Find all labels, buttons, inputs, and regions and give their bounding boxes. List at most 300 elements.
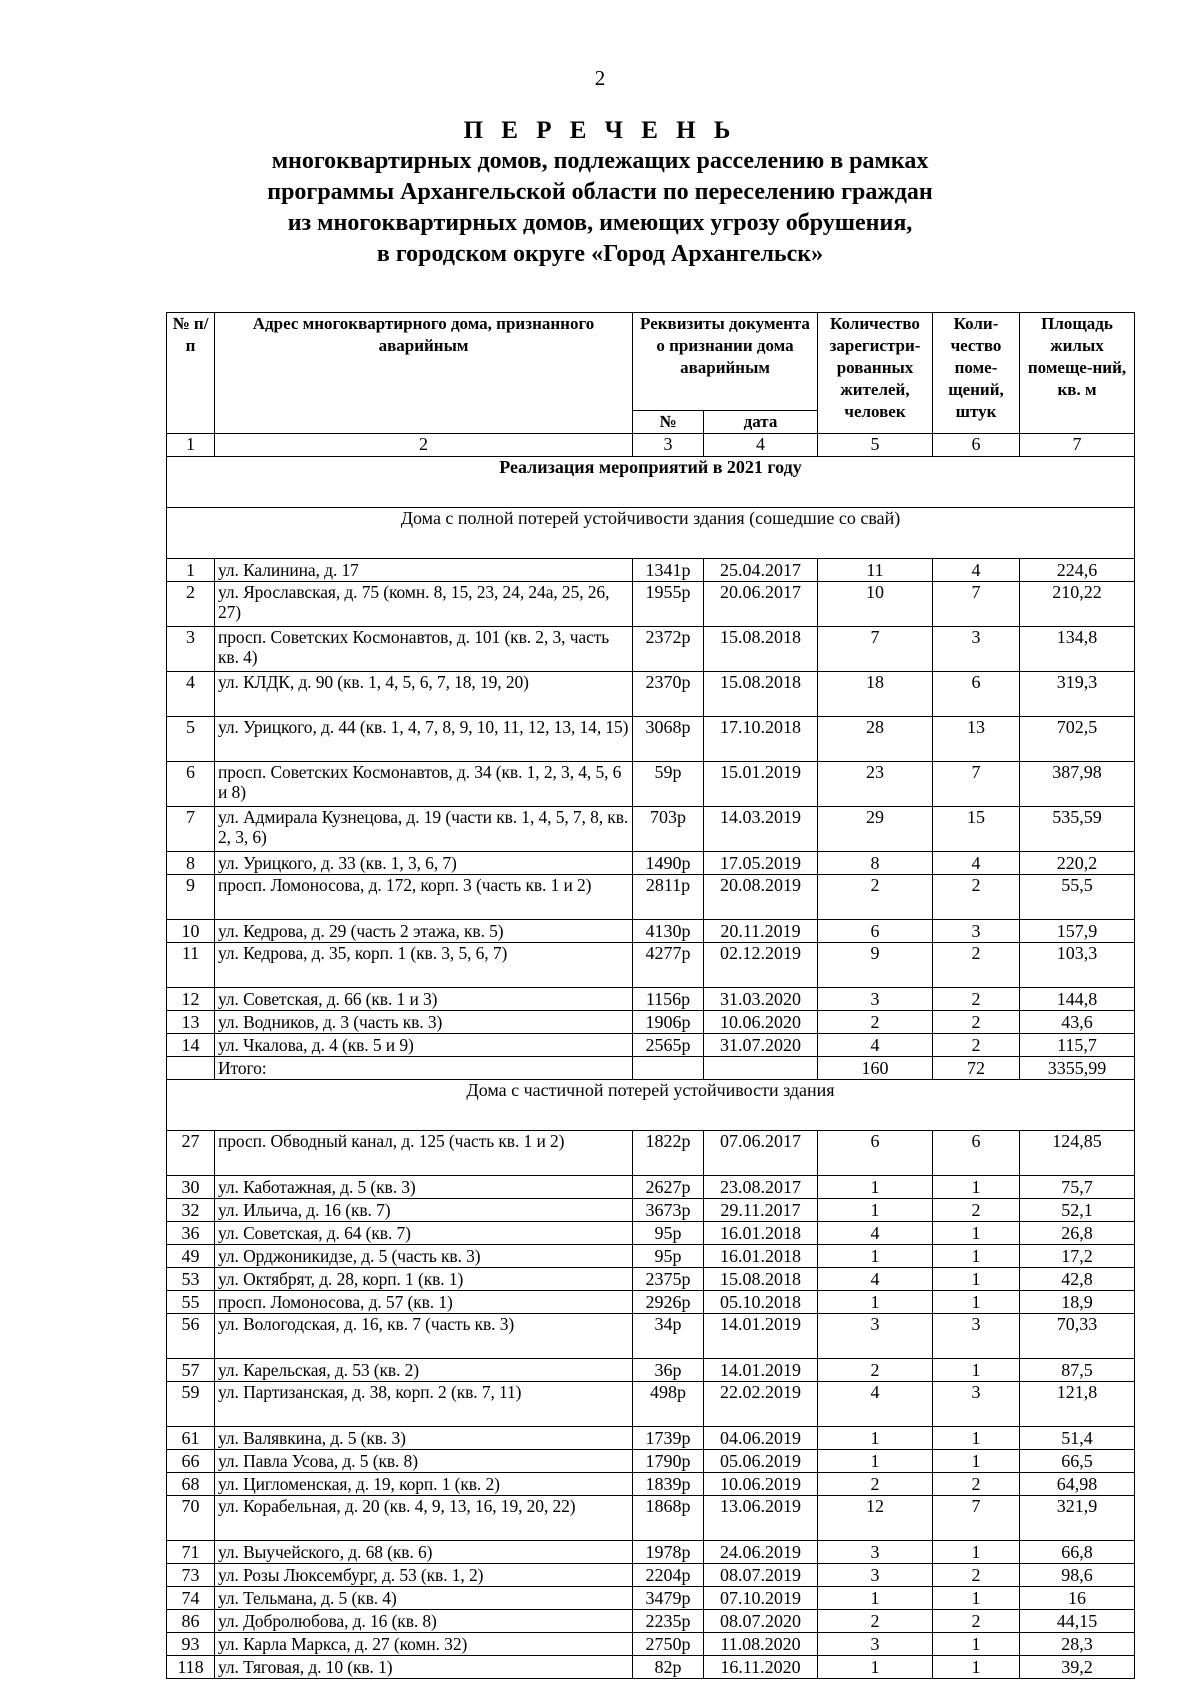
row-rooms: 6 <box>933 1131 1020 1176</box>
row-number: 86 <box>167 1610 215 1633</box>
row-doc-date: 05.06.2019 <box>704 1450 818 1473</box>
row-doc-number: 1156р <box>633 988 704 1011</box>
row-rooms: 2 <box>933 1564 1020 1587</box>
row-rooms: 1 <box>933 1291 1020 1314</box>
row-area: 87,5 <box>1020 1359 1135 1382</box>
row-doc-number: 1839р <box>633 1473 704 1496</box>
row-area: 224,6 <box>1020 559 1135 582</box>
row-residents: 2 <box>818 875 933 920</box>
row-rooms: 2 <box>933 1199 1020 1222</box>
row-area: 55,5 <box>1020 875 1135 920</box>
row-residents: 1 <box>818 1656 933 1679</box>
row-rooms: 4 <box>933 852 1020 875</box>
row-doc-date: 15.08.2018 <box>704 627 818 672</box>
row-rooms: 1 <box>933 1359 1020 1382</box>
row-doc-date: 08.07.2019 <box>704 1564 818 1587</box>
row-area: 134,8 <box>1020 627 1135 672</box>
row-residents: 3 <box>818 1564 933 1587</box>
row-area: 44,15 <box>1020 1610 1135 1633</box>
table-row <box>167 1034 1135 1057</box>
row-number: 9 <box>167 875 215 920</box>
table-row <box>167 559 1135 582</box>
row-number: 13 <box>167 1011 215 1034</box>
row-doc-date: 15.01.2019 <box>704 762 818 807</box>
row-area: 16 <box>1020 1587 1135 1610</box>
row-doc-date: 23.08.2017 <box>704 1176 818 1199</box>
table-row <box>167 1587 1135 1610</box>
row-doc-date: 08.07.2020 <box>704 1610 818 1633</box>
row-doc-number: 2370р <box>633 672 704 717</box>
table-row <box>167 1176 1135 1199</box>
row-residents: 10 <box>818 582 933 627</box>
row-address: просп. Ломоносова, д. 57 (кв. 1) <box>215 1291 633 1314</box>
header-num: № п/п <box>167 313 215 434</box>
row-doc-number: 1955р <box>633 582 704 627</box>
header-doc-no: № <box>633 410 704 433</box>
row-residents: 1 <box>818 1245 933 1268</box>
table-row <box>167 1656 1135 1679</box>
row-doc-number: 1341р <box>633 559 704 582</box>
row-area: 387,98 <box>1020 762 1135 807</box>
row-residents: 11 <box>818 559 933 582</box>
table-row <box>167 1450 1135 1473</box>
row-doc-number: 1822р <box>633 1131 704 1176</box>
row-area: 70,33 <box>1020 1314 1135 1359</box>
row-address: ул. Кедрова, д. 29 (часть 2 этажа, кв. 5) <box>215 920 633 943</box>
table-row <box>167 1382 1135 1427</box>
row-doc-date: 07.10.2019 <box>704 1587 818 1610</box>
row-rooms: 1 <box>933 1222 1020 1245</box>
row-doc-date: 25.04.2017 <box>704 559 818 582</box>
row-doc-date: 05.10.2018 <box>704 1291 818 1314</box>
table-row <box>167 1199 1135 1222</box>
row-address: ул. Чкалова, д. 4 (кв. 5 и 9) <box>215 1034 633 1057</box>
row-residents: 1 <box>818 1176 933 1199</box>
row-doc-number: 1868р <box>633 1496 704 1541</box>
row-number: 68 <box>167 1473 215 1496</box>
row-number: 5 <box>167 717 215 762</box>
row-doc-number: 1978р <box>633 1541 704 1564</box>
row-address: ул. Ярославская, д. 75 (комн. 8, 15, 23, 24, 24а, 25, 26, 27) <box>215 582 633 627</box>
header-doc-date: дата <box>704 410 818 433</box>
row-area: 42,8 <box>1020 1268 1135 1291</box>
row-doc-number: 1906р <box>633 1011 704 1034</box>
total-rooms: 72 <box>933 1057 1020 1080</box>
row-residents: 28 <box>818 717 933 762</box>
row-number: 56 <box>167 1314 215 1359</box>
heading-line: из многоквартирных домов, имеющих угрозу обрушения, <box>287 210 913 236</box>
row-number: 66 <box>167 1450 215 1473</box>
row-doc-date: 16.01.2018 <box>704 1222 818 1245</box>
row-number: 8 <box>167 852 215 875</box>
row-doc-number: 4130р <box>633 920 704 943</box>
row-residents: 2 <box>818 1359 933 1382</box>
row-doc-date: 16.11.2020 <box>704 1656 818 1679</box>
row-address: ул. КЛДК, д. 90 (кв. 1, 4, 5, 6, 7, 18, 19, 20) <box>215 672 633 717</box>
column-number: 4 <box>704 434 818 457</box>
row-area: 115,7 <box>1020 1034 1135 1057</box>
row-doc-date: 17.05.2019 <box>704 852 818 875</box>
row-rooms: 1 <box>933 1633 1020 1656</box>
page-number: 2 <box>594 66 606 90</box>
row-rooms: 13 <box>933 717 1020 762</box>
table-row <box>167 1541 1135 1564</box>
table-row <box>167 988 1135 1011</box>
table-row <box>167 852 1135 875</box>
row-address: ул. Урицкого, д. 44 (кв. 1, 4, 7, 8, 9, 10, 11, 12, 13, 14, 15) <box>215 717 633 762</box>
row-residents: 1 <box>818 1427 933 1450</box>
row-number: 10 <box>167 920 215 943</box>
row-doc-date: 14.01.2019 <box>704 1359 818 1382</box>
header-doc: Реквизиты документа о признании дома аварийным <box>633 313 818 411</box>
row-residents: 6 <box>818 1131 933 1176</box>
row-area: 157,9 <box>1020 920 1135 943</box>
row-residents: 3 <box>818 988 933 1011</box>
row-doc-date: 13.06.2019 <box>704 1496 818 1541</box>
row-doc-date: 29.11.2017 <box>704 1199 818 1222</box>
row-area: 319,3 <box>1020 672 1135 717</box>
row-rooms: 3 <box>933 627 1020 672</box>
row-address: ул. Корабельная, д. 20 (кв. 4, 9, 13, 16, 19, 20, 22) <box>215 1496 633 1541</box>
row-number: 93 <box>167 1633 215 1656</box>
row-number: 6 <box>167 762 215 807</box>
table-row <box>167 1314 1135 1359</box>
table-row <box>167 1291 1135 1314</box>
row-rooms: 4 <box>933 559 1020 582</box>
row-number: 53 <box>167 1268 215 1291</box>
group-section-row <box>167 508 1135 559</box>
row-address: ул. Тяговая, д. 10 (кв. 1) <box>215 1656 633 1679</box>
row-address: ул. Урицкого, д. 33 (кв. 1, 3, 6, 7) <box>215 852 633 875</box>
row-residents: 1 <box>818 1450 933 1473</box>
row-address: ул. Розы Люксембург, д. 53 (кв. 1, 2) <box>215 1564 633 1587</box>
row-rooms: 1 <box>933 1268 1020 1291</box>
header-area: Площадь жилых помеще-ний, кв. м <box>1020 313 1135 434</box>
row-doc-date: 22.02.2019 <box>704 1382 818 1427</box>
table-row <box>167 807 1135 852</box>
total-area: 3355,99 <box>1020 1057 1135 1080</box>
row-doc-date: 07.06.2017 <box>704 1131 818 1176</box>
row-rooms: 1 <box>933 1176 1020 1199</box>
row-address: ул. Валявкина, д. 5 (кв. 3) <box>215 1427 633 1450</box>
header-residents: Количество зарегистри-рованных жителей, человек <box>818 313 933 434</box>
column-number-row <box>167 434 1135 457</box>
row-residents: 1 <box>818 1291 933 1314</box>
row-area: 535,59 <box>1020 807 1135 852</box>
row-doc-date: 02.12.2019 <box>704 943 818 988</box>
row-rooms: 2 <box>933 1011 1020 1034</box>
row-number: 57 <box>167 1359 215 1382</box>
row-residents: 8 <box>818 852 933 875</box>
row-doc-number: 2750р <box>633 1633 704 1656</box>
row-rooms: 3 <box>933 920 1020 943</box>
row-rooms: 1 <box>933 1450 1020 1473</box>
row-area: 321,9 <box>1020 1496 1135 1541</box>
header-row <box>167 313 1135 411</box>
table-row <box>167 943 1135 988</box>
row-residents: 1 <box>818 1199 933 1222</box>
row-residents: 29 <box>818 807 933 852</box>
row-doc-number: 3068р <box>633 717 704 762</box>
heading-line: программы Архангельской области по переселению граждан <box>267 179 933 205</box>
table-row <box>167 1222 1135 1245</box>
table-row <box>167 920 1135 943</box>
table-row <box>167 1633 1135 1656</box>
table-row <box>167 1427 1135 1450</box>
row-rooms: 2 <box>933 1034 1020 1057</box>
row-doc-number: 2627р <box>633 1176 704 1199</box>
row-address: ул. Выучейского, д. 68 (кв. 6) <box>215 1541 633 1564</box>
row-residents: 7 <box>818 627 933 672</box>
row-doc-number: 2235р <box>633 1610 704 1633</box>
row-rooms: 1 <box>933 1427 1020 1450</box>
table-row <box>167 582 1135 627</box>
row-residents: 3 <box>818 1633 933 1656</box>
row-rooms: 2 <box>933 988 1020 1011</box>
row-address: просп. Советских Космонавтов, д. 34 (кв. 1, 2, 3, 4, 5, 6 и 8) <box>215 762 633 807</box>
row-doc-date: 31.07.2020 <box>704 1034 818 1057</box>
column-number: 1 <box>167 434 215 457</box>
row-rooms: 1 <box>933 1656 1020 1679</box>
row-number: 61 <box>167 1427 215 1450</box>
group-section-title: Дома с полной потерей устойчивости здания (сошедшие со свай) <box>167 508 1135 559</box>
row-doc-date: 17.10.2018 <box>704 717 818 762</box>
group-section-row <box>167 1080 1135 1131</box>
row-number: 7 <box>167 807 215 852</box>
total-row <box>167 1057 1135 1080</box>
row-address: ул. Кедрова, д. 35, корп. 1 (кв. 3, 5, 6, 7) <box>215 943 633 988</box>
row-address: ул. Октябрят, д. 28, корп. 1 (кв. 1) <box>215 1268 633 1291</box>
row-doc-number: 2811р <box>633 875 704 920</box>
year-section-title: Реализация мероприятий в 2021 году <box>167 457 1135 508</box>
row-number: 59 <box>167 1382 215 1427</box>
row-residents: 3 <box>818 1314 933 1359</box>
row-doc-number: 2204р <box>633 1564 704 1587</box>
row-rooms: 1 <box>933 1245 1020 1268</box>
row-rooms: 1 <box>933 1541 1020 1564</box>
row-address: ул. Тельмана, д. 5 (кв. 4) <box>215 1587 633 1610</box>
table-row <box>167 1268 1135 1291</box>
table-row <box>167 1359 1135 1382</box>
row-area: 17,2 <box>1020 1245 1135 1268</box>
row-address: ул. Карельская, д. 53 (кв. 2) <box>215 1359 633 1382</box>
row-doc-date: 14.01.2019 <box>704 1314 818 1359</box>
row-doc-date: 14.03.2019 <box>704 807 818 852</box>
column-number: 2 <box>215 434 633 457</box>
row-residents: 12 <box>818 1496 933 1541</box>
row-address: ул. Адмирала Кузнецова, д. 19 (части кв. 1, 4, 5, 7, 8, кв. 2, 3, 6) <box>215 807 633 852</box>
row-address: ул. Водников, д. 3 (часть кв. 3) <box>215 1011 633 1034</box>
row-address: ул. Ильича, д. 16 (кв. 7) <box>215 1199 633 1222</box>
row-doc-number: 1490р <box>633 852 704 875</box>
row-doc-number: 2926р <box>633 1291 704 1314</box>
row-area: 64,98 <box>1020 1473 1135 1496</box>
table-row <box>167 717 1135 762</box>
row-doc-date: 04.06.2019 <box>704 1427 818 1450</box>
row-rooms: 7 <box>933 762 1020 807</box>
row-residents: 9 <box>818 943 933 988</box>
row-area: 144,8 <box>1020 988 1135 1011</box>
heading-line: многоквартирных домов, подлежащих расселению в рамках <box>271 148 929 174</box>
row-address: просп. Обводный канал, д. 125 (часть кв. 1 и 2) <box>215 1131 633 1176</box>
row-area: 121,8 <box>1020 1382 1135 1427</box>
row-residents: 1 <box>818 1587 933 1610</box>
row-area: 66,8 <box>1020 1541 1135 1564</box>
column-number: 3 <box>633 434 704 457</box>
total-residents: 160 <box>818 1057 933 1080</box>
row-area: 43,6 <box>1020 1011 1135 1034</box>
row-address: просп. Ломоносова, д. 172, корп. 3 (часть кв. 1 и 2) <box>215 875 633 920</box>
row-rooms: 15 <box>933 807 1020 852</box>
row-number: 73 <box>167 1564 215 1587</box>
row-residents: 6 <box>818 920 933 943</box>
row-number: 2 <box>167 582 215 627</box>
row-address: ул. Карла Маркса, д. 27 (комн. 32) <box>215 1633 633 1656</box>
row-rooms: 7 <box>933 582 1020 627</box>
row-address: ул. Советская, д. 66 (кв. 1 и 3) <box>215 988 633 1011</box>
row-number: 27 <box>167 1131 215 1176</box>
row-address: ул. Павла Усова, д. 5 (кв. 8) <box>215 1450 633 1473</box>
row-residents: 2 <box>818 1473 933 1496</box>
row-address: просп. Советских Космонавтов, д. 101 (кв. 2, 3, часть кв. 4) <box>215 627 633 672</box>
table-row <box>167 875 1135 920</box>
row-doc-date: 20.11.2019 <box>704 920 818 943</box>
total-empty <box>167 1057 215 1080</box>
row-address: ул. Вологодская, д. 16, кв. 7 (часть кв. 3) <box>215 1314 633 1359</box>
row-doc-date: 11.08.2020 <box>704 1633 818 1656</box>
row-number: 49 <box>167 1245 215 1268</box>
row-area: 28,3 <box>1020 1633 1135 1656</box>
row-area: 39,2 <box>1020 1656 1135 1679</box>
row-number: 11 <box>167 943 215 988</box>
row-number: 55 <box>167 1291 215 1314</box>
row-area: 26,8 <box>1020 1222 1135 1245</box>
row-doc-number: 36р <box>633 1359 704 1382</box>
row-doc-number: 82р <box>633 1656 704 1679</box>
row-rooms: 7 <box>933 1496 1020 1541</box>
row-number: 14 <box>167 1034 215 1057</box>
row-number: 3 <box>167 627 215 672</box>
row-doc-number: 2372р <box>633 627 704 672</box>
row-doc-number: 2375р <box>633 1268 704 1291</box>
row-address: ул. Каботажная, д. 5 (кв. 3) <box>215 1176 633 1199</box>
row-residents: 4 <box>818 1034 933 1057</box>
row-doc-date: 15.08.2018 <box>704 1268 818 1291</box>
row-address: ул. Партизанская, д. 38, корп. 2 (кв. 7, 11) <box>215 1382 633 1427</box>
column-number: 5 <box>818 434 933 457</box>
row-rooms: 6 <box>933 672 1020 717</box>
table-row <box>167 627 1135 672</box>
row-doc-number: 703р <box>633 807 704 852</box>
table-row <box>167 1610 1135 1633</box>
row-doc-date: 24.06.2019 <box>704 1541 818 1564</box>
row-number: 74 <box>167 1587 215 1610</box>
row-area: 124,85 <box>1020 1131 1135 1176</box>
row-number: 71 <box>167 1541 215 1564</box>
row-area: 220,2 <box>1020 852 1135 875</box>
row-number: 1 <box>167 559 215 582</box>
row-residents: 23 <box>818 762 933 807</box>
total-empty <box>704 1057 818 1080</box>
row-address: ул. Цигломенская, д. 19, корп. 1 (кв. 2) <box>215 1473 633 1496</box>
column-number: 6 <box>933 434 1020 457</box>
row-address: ул. Калинина, д. 17 <box>215 559 633 582</box>
row-number: 12 <box>167 988 215 1011</box>
table-body <box>167 434 1135 1679</box>
row-area: 210,22 <box>1020 582 1135 627</box>
table-row <box>167 1245 1135 1268</box>
table-row <box>167 1131 1135 1176</box>
row-number: 70 <box>167 1496 215 1541</box>
row-doc-number: 34р <box>633 1314 704 1359</box>
row-address: ул. Добролюбова, д. 16 (кв. 8) <box>215 1610 633 1633</box>
row-address: ул. Советская, д. 64 (кв. 7) <box>215 1222 633 1245</box>
row-doc-number: 59р <box>633 762 704 807</box>
row-rooms: 2 <box>933 943 1020 988</box>
row-area: 75,7 <box>1020 1176 1135 1199</box>
row-residents: 4 <box>818 1222 933 1245</box>
row-doc-number: 2565р <box>633 1034 704 1057</box>
row-area: 66,5 <box>1020 1450 1135 1473</box>
houses-table <box>166 312 1135 1679</box>
row-doc-number: 4277р <box>633 943 704 988</box>
table-row <box>167 1011 1135 1034</box>
row-residents: 2 <box>818 1610 933 1633</box>
row-doc-number: 3673р <box>633 1199 704 1222</box>
row-rooms: 2 <box>933 875 1020 920</box>
row-residents: 2 <box>818 1011 933 1034</box>
row-doc-number: 95р <box>633 1245 704 1268</box>
header-address: Адрес многоквартирного дома, признанного аварийным <box>215 313 633 434</box>
row-number: 32 <box>167 1199 215 1222</box>
heading-line: в городском округе «Город Архангельск» <box>376 241 824 267</box>
row-rooms: 2 <box>933 1473 1020 1496</box>
column-number: 7 <box>1020 434 1135 457</box>
table-row <box>167 672 1135 717</box>
row-doc-date: 16.01.2018 <box>704 1245 818 1268</box>
row-rooms: 2 <box>933 1610 1020 1633</box>
row-doc-number: 3479р <box>633 1587 704 1610</box>
row-area: 98,6 <box>1020 1564 1135 1587</box>
row-doc-date: 31.03.2020 <box>704 988 818 1011</box>
row-residents: 4 <box>818 1382 933 1427</box>
row-doc-number: 498р <box>633 1382 704 1427</box>
row-number: 118 <box>167 1656 215 1679</box>
table-row <box>167 1473 1135 1496</box>
row-number: 30 <box>167 1176 215 1199</box>
row-doc-date: 15.08.2018 <box>704 672 818 717</box>
document-heading <box>0 116 1200 270</box>
row-address: ул. Орджоникидзе, д. 5 (часть кв. 3) <box>215 1245 633 1268</box>
year-section-row <box>167 457 1135 508</box>
table-row <box>167 1496 1135 1541</box>
row-number: 4 <box>167 672 215 717</box>
table-row <box>167 762 1135 807</box>
row-residents: 18 <box>818 672 933 717</box>
row-doc-date: 10.06.2020 <box>704 1011 818 1034</box>
group-section-title: Дома с частичной потерей устойчивости здания <box>167 1080 1135 1131</box>
row-doc-date: 10.06.2019 <box>704 1473 818 1496</box>
row-doc-number: 1790р <box>633 1450 704 1473</box>
row-area: 52,1 <box>1020 1199 1135 1222</box>
row-rooms: 1 <box>933 1587 1020 1610</box>
row-doc-date: 20.08.2019 <box>704 875 818 920</box>
document-title: П Е Р Е Ч Е Н Ь <box>463 117 737 144</box>
row-doc-date: 20.06.2017 <box>704 582 818 627</box>
table-row <box>167 1564 1135 1587</box>
row-rooms: 3 <box>933 1314 1020 1359</box>
row-area: 702,5 <box>1020 717 1135 762</box>
